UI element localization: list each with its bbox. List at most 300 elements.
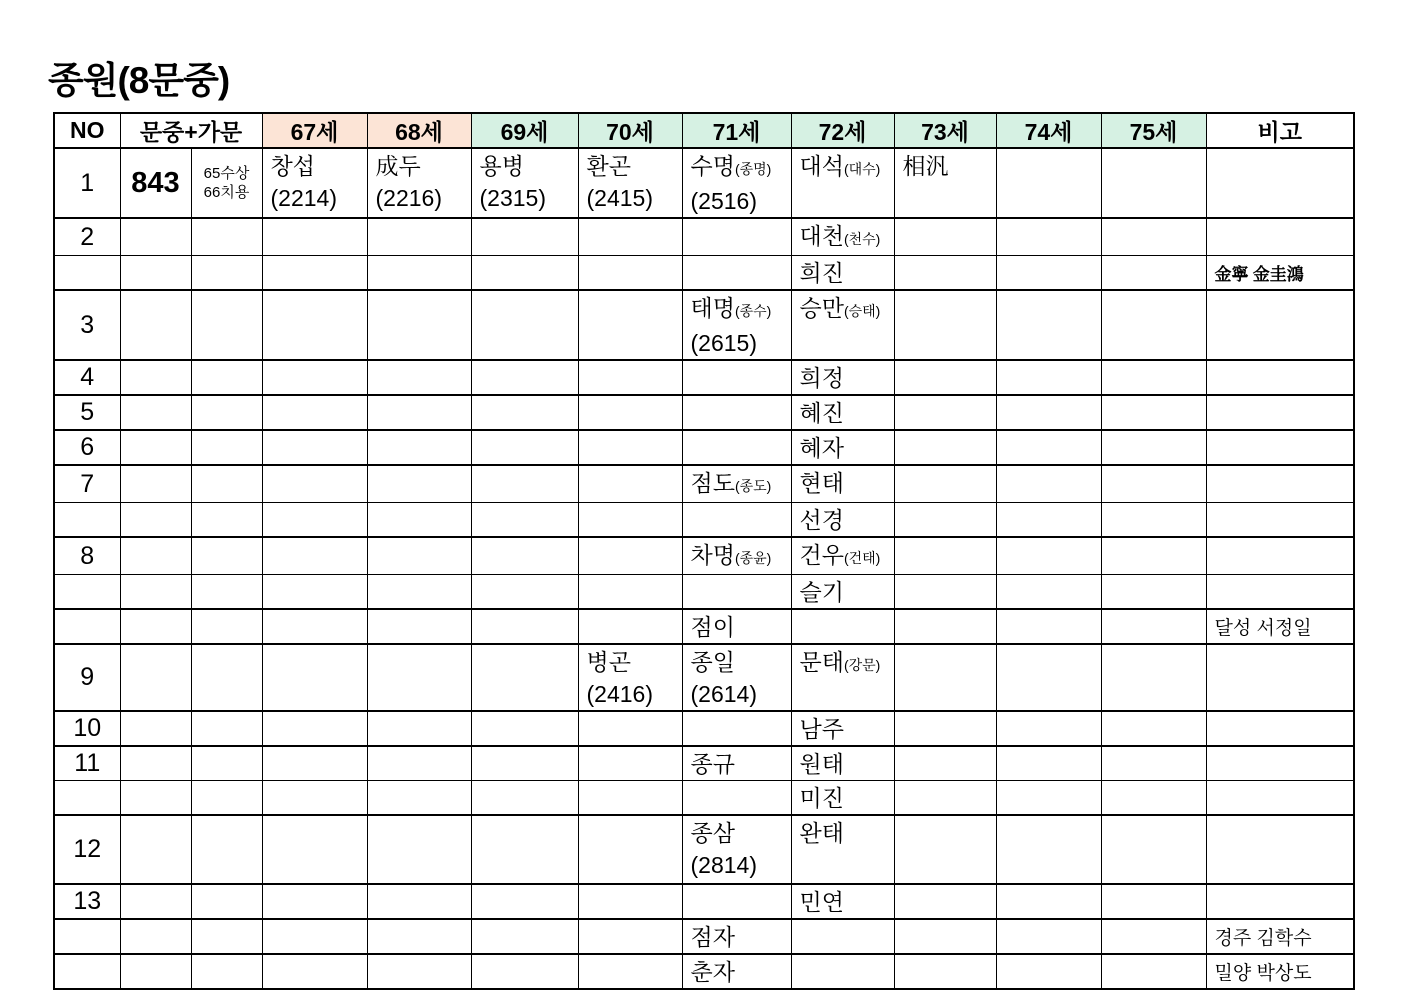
cell-g68 <box>367 465 471 503</box>
cell-g69 <box>471 465 578 503</box>
cell-g73 <box>894 815 996 884</box>
cell-g73 <box>894 395 996 430</box>
cell-clan1 <box>120 360 191 395</box>
table-row <box>54 290 1354 360</box>
table-row <box>54 746 1354 781</box>
table-row <box>54 954 1354 989</box>
cell-no: 13 <box>54 884 120 919</box>
cell-g72 <box>791 465 894 503</box>
person-name <box>271 150 365 182</box>
cell-g75 <box>1101 815 1206 884</box>
cell-g68 <box>367 815 471 884</box>
cell-note <box>1206 781 1354 816</box>
name-text: 종규 <box>690 751 735 777</box>
header-cell-비고: 비고 <box>1206 113 1354 148</box>
cell-clan2 <box>191 954 262 989</box>
cell-g70 <box>578 218 682 256</box>
person-code: (2216) <box>375 185 442 211</box>
cell-g70 <box>578 537 682 575</box>
cell-g72 <box>791 290 894 360</box>
cell-clan2 <box>191 644 262 711</box>
name-text: 선경 <box>799 507 844 533</box>
cell-clan2 <box>191 919 262 954</box>
cell-g70 <box>578 290 682 360</box>
cell-g72 <box>791 954 894 989</box>
person-name <box>691 748 789 780</box>
person-name <box>691 611 789 643</box>
cell-clan1 <box>120 537 191 575</box>
cell-clan1 <box>120 711 191 746</box>
name-text: 수명 <box>690 153 735 179</box>
cell-g69 <box>471 711 578 746</box>
cell-g67 <box>262 919 367 954</box>
cell-g68 <box>367 884 471 919</box>
cell-g69 <box>471 218 578 256</box>
cell-clan2 <box>191 465 262 503</box>
cell-no: 6 <box>54 430 120 465</box>
cell-g69 <box>471 537 578 575</box>
cell-g74 <box>996 290 1101 360</box>
table-row <box>54 711 1354 746</box>
cell-g70 <box>578 644 682 711</box>
cell-g68 <box>367 503 471 538</box>
table-row <box>54 781 1354 816</box>
person-name <box>587 646 680 678</box>
name-text: 점도 <box>690 470 735 496</box>
cell-g71 <box>682 815 791 884</box>
cell-g67 <box>262 884 367 919</box>
name-text: 건우 <box>799 542 844 568</box>
name-text: 희정 <box>799 365 844 391</box>
cell-g69 <box>471 575 578 610</box>
table-body <box>54 148 1354 989</box>
cell-no <box>54 575 120 610</box>
cell-g71 <box>682 256 791 291</box>
header-cell-73세: 73세 <box>894 113 996 148</box>
person-name <box>800 362 892 394</box>
person-name <box>903 150 994 182</box>
cell-g74 <box>996 148 1101 218</box>
cell-g68 <box>367 360 471 395</box>
table-row <box>54 148 1354 218</box>
table-row <box>54 360 1354 395</box>
person-name <box>800 257 892 289</box>
cell-g73 <box>894 884 996 919</box>
cell-g74 <box>996 256 1101 291</box>
cell-no: 9 <box>54 644 120 711</box>
cell-g71 <box>682 644 791 711</box>
cell-g72 <box>791 644 894 711</box>
cell-g75 <box>1101 537 1206 575</box>
cell-g71 <box>682 919 791 954</box>
cell-g69 <box>471 884 578 919</box>
cell-g67 <box>262 148 367 218</box>
cell-g71 <box>682 430 791 465</box>
cell-g74 <box>996 575 1101 610</box>
person-code: (2814) <box>690 852 757 878</box>
cell-clan2 <box>191 430 262 465</box>
name-text: 창섭 <box>270 153 315 179</box>
header-cell-NO: NO <box>54 113 120 148</box>
cell-clan2 <box>191 256 262 291</box>
cell-g71 <box>682 746 791 781</box>
cell-g71 <box>682 711 791 746</box>
person-name <box>800 539 892 574</box>
name-text: 대석 <box>799 153 844 179</box>
cell-g75 <box>1101 919 1206 954</box>
name-annotation: (강문) <box>843 657 881 673</box>
cell-g75 <box>1101 360 1206 395</box>
cell-stacked-text: 65수상 66치용 <box>203 165 250 201</box>
person-name <box>691 817 789 849</box>
cell-g68 <box>367 256 471 291</box>
cell-g72 <box>791 256 894 291</box>
person-code: (2415) <box>586 185 653 211</box>
cell-clan1 <box>120 919 191 954</box>
cell-note <box>1206 537 1354 575</box>
cell-g71 <box>682 609 791 644</box>
cell-g71 <box>682 218 791 256</box>
cell-g68 <box>367 290 471 360</box>
cell-g67 <box>262 360 367 395</box>
cell-g69 <box>471 503 578 538</box>
cell-clan2 <box>191 360 262 395</box>
cell-g75 <box>1101 711 1206 746</box>
cell-g75 <box>1101 148 1206 218</box>
cell-g74 <box>996 919 1101 954</box>
cell-g72 <box>791 503 894 538</box>
name-annotation: (종명) <box>734 161 772 177</box>
cell-g74 <box>996 954 1101 989</box>
cell-g68 <box>367 644 471 711</box>
cell-g75 <box>1101 884 1206 919</box>
note-text: 金寧 金圭鴻 <box>1214 264 1304 284</box>
name-text: 용병 <box>479 153 524 179</box>
cell-g75 <box>1101 430 1206 465</box>
cell-no: 4 <box>54 360 120 395</box>
cell-g74 <box>996 644 1101 711</box>
cell-g72 <box>791 430 894 465</box>
cell-clan1 <box>120 815 191 884</box>
table-row <box>54 575 1354 610</box>
cell-no: 2 <box>54 218 120 256</box>
person-name <box>800 782 892 814</box>
cell-clan2 <box>191 884 262 919</box>
cell-g67 <box>262 711 367 746</box>
cell-g67 <box>262 537 367 575</box>
name-text: 미진 <box>799 785 844 811</box>
cell-g75 <box>1101 746 1206 781</box>
cell-g75 <box>1101 256 1206 291</box>
cell-g67 <box>262 218 367 256</box>
cell-g69 <box>471 815 578 884</box>
cell-g74 <box>996 395 1101 430</box>
cell-clan1 <box>120 256 191 291</box>
cell-clan1 <box>120 465 191 503</box>
cell-g67 <box>262 465 367 503</box>
name-text: 현태 <box>799 470 844 496</box>
cell-g73 <box>894 537 996 575</box>
person-code: (2614) <box>690 681 757 707</box>
person-name <box>691 956 789 988</box>
header-cell-문중+가문: 문중+가문 <box>120 113 262 148</box>
cell-no <box>54 919 120 954</box>
person-name <box>691 150 789 185</box>
cell-g70 <box>578 919 682 954</box>
cell-g74 <box>996 537 1101 575</box>
cell-note <box>1206 465 1354 503</box>
cell-g75 <box>1101 290 1206 360</box>
name-text: 슬기 <box>799 579 844 605</box>
person-name <box>800 646 892 681</box>
cell-clan1 <box>120 746 191 781</box>
cell-g72 <box>791 711 894 746</box>
cell-g71 <box>682 781 791 816</box>
cell-g69 <box>471 609 578 644</box>
cell-g70 <box>578 430 682 465</box>
cell-note <box>1206 575 1354 610</box>
person-name <box>800 886 892 918</box>
name-annotation: (건태) <box>843 550 881 566</box>
cell-no: 3 <box>54 290 120 360</box>
name-text: 춘자 <box>690 959 735 985</box>
cell-g75 <box>1101 218 1206 256</box>
cell-g68 <box>367 537 471 575</box>
cell-clan2 <box>191 537 262 575</box>
cell-g73 <box>894 954 996 989</box>
header-cell-74세: 74세 <box>996 113 1101 148</box>
table-row <box>54 644 1354 711</box>
cell-note <box>1206 360 1354 395</box>
name-text: 문태 <box>799 649 844 675</box>
person-name <box>800 748 892 780</box>
cell-g75 <box>1101 465 1206 503</box>
person-name <box>480 150 576 182</box>
cell-note <box>1206 711 1354 746</box>
cell-g69 <box>471 919 578 954</box>
cell-g72 <box>791 575 894 610</box>
cell-g68 <box>367 781 471 816</box>
cell-g71 <box>682 465 791 503</box>
person-name <box>800 220 892 255</box>
cell-g67 <box>262 395 367 430</box>
cell-g74 <box>996 781 1101 816</box>
cell-g70 <box>578 609 682 644</box>
header-cell-69세: 69세 <box>471 113 578 148</box>
header-row <box>54 113 1354 148</box>
cell-g72 <box>791 148 894 218</box>
cell-g67 <box>262 430 367 465</box>
cell-no: 8 <box>54 537 120 575</box>
cell-g69 <box>471 781 578 816</box>
cell-g70 <box>578 954 682 989</box>
cell-g73 <box>894 465 996 503</box>
cell-g69 <box>471 395 578 430</box>
cell-no <box>54 781 120 816</box>
cell-clan2 <box>191 815 262 884</box>
table-row <box>54 919 1354 954</box>
cell-g72 <box>791 537 894 575</box>
cell-g70 <box>578 884 682 919</box>
cell-clan2 <box>191 218 262 256</box>
cell-g72 <box>791 919 894 954</box>
cell-g68 <box>367 711 471 746</box>
cell-g74 <box>996 815 1101 884</box>
cell-g70 <box>578 148 682 218</box>
cell-g68 <box>367 395 471 430</box>
cell-g70 <box>578 395 682 430</box>
cell-g68 <box>367 575 471 610</box>
name-text: 병곤 <box>586 649 631 675</box>
cell-g74 <box>996 360 1101 395</box>
person-name <box>800 713 892 745</box>
genealogy-table <box>53 112 1355 990</box>
cell-clan2 <box>191 148 262 218</box>
cell-g75 <box>1101 954 1206 989</box>
header-cell-70세: 70세 <box>578 113 682 148</box>
cell-g75 <box>1101 503 1206 538</box>
name-text: 혜진 <box>799 400 844 426</box>
table-row <box>54 537 1354 575</box>
cell-g69 <box>471 256 578 291</box>
cell-g75 <box>1101 609 1206 644</box>
cell-no <box>54 609 120 644</box>
name-annotation: (승태) <box>843 303 881 319</box>
table-row <box>54 430 1354 465</box>
person-name <box>800 150 892 185</box>
cell-clan1 <box>120 781 191 816</box>
cell-no: 11 <box>54 746 120 781</box>
cell-g73 <box>894 919 996 954</box>
cell-g72 <box>791 746 894 781</box>
name-text: 혜자 <box>799 435 844 461</box>
table-row <box>54 609 1354 644</box>
person-name <box>691 921 789 953</box>
person-code: (2416) <box>586 681 653 707</box>
cell-clan1 <box>120 218 191 256</box>
cell-clan2 <box>191 290 262 360</box>
cell-g69 <box>471 290 578 360</box>
cell-g71 <box>682 395 791 430</box>
cell-clan1 <box>120 148 191 218</box>
name-text: 원태 <box>799 751 844 777</box>
cell-no <box>54 503 120 538</box>
cell-g73 <box>894 575 996 610</box>
cell-no <box>54 256 120 291</box>
cell-g73 <box>894 711 996 746</box>
cell-g74 <box>996 884 1101 919</box>
cell-g73 <box>894 148 996 218</box>
cell-g71 <box>682 148 791 218</box>
cell-note <box>1206 395 1354 430</box>
cell-no: 10 <box>54 711 120 746</box>
table-row <box>54 884 1354 919</box>
cell-g73 <box>894 644 996 711</box>
person-name <box>800 292 892 327</box>
cell-g68 <box>367 218 471 256</box>
page-title: 종원(8문중) <box>48 60 230 101</box>
name-annotation: (종윤) <box>734 550 772 566</box>
cell-g71 <box>682 537 791 575</box>
cell-g73 <box>894 503 996 538</box>
person-code: (2615) <box>690 330 757 356</box>
cell-g70 <box>578 781 682 816</box>
cell-g68 <box>367 430 471 465</box>
person-name <box>691 646 789 678</box>
cell-g72 <box>791 815 894 884</box>
cell-clan2 <box>191 395 262 430</box>
name-text: 희진 <box>799 260 844 286</box>
name-text: 相汎 <box>902 153 949 179</box>
table-row <box>54 218 1354 256</box>
cell-g71 <box>682 954 791 989</box>
cell-g70 <box>578 575 682 610</box>
cell-no <box>54 954 120 989</box>
cell-g73 <box>894 430 996 465</box>
cell-g68 <box>367 919 471 954</box>
header-cell-67세: 67세 <box>262 113 367 148</box>
cell-note <box>1206 884 1354 919</box>
cell-g69 <box>471 746 578 781</box>
cell-g74 <box>996 503 1101 538</box>
cell-g73 <box>894 781 996 816</box>
cell-clan2 <box>191 746 262 781</box>
cell-clan2 <box>191 781 262 816</box>
cell-g74 <box>996 746 1101 781</box>
cell-g72 <box>791 609 894 644</box>
cell-note <box>1206 919 1354 954</box>
table-row <box>54 815 1354 884</box>
cell-clan2 <box>191 711 262 746</box>
cell-g70 <box>578 503 682 538</box>
cell-note <box>1206 746 1354 781</box>
cell-no: 12 <box>54 815 120 884</box>
cell-clan1 <box>120 609 191 644</box>
person-name <box>376 150 469 182</box>
cell-clan1 <box>120 954 191 989</box>
cell-clan1 <box>120 290 191 360</box>
cell-clan2 <box>191 503 262 538</box>
cell-clan1 <box>120 395 191 430</box>
name-text: 태명 <box>690 295 735 321</box>
cell-g73 <box>894 746 996 781</box>
cell-g70 <box>578 746 682 781</box>
note-text: 달성 서정일 <box>1214 618 1312 639</box>
header-cell-75세: 75세 <box>1101 113 1206 148</box>
cell-note <box>1206 954 1354 989</box>
cell-g74 <box>996 711 1101 746</box>
person-name <box>691 292 789 327</box>
cell-g68 <box>367 609 471 644</box>
cell-g72 <box>791 218 894 256</box>
name-text: 점자 <box>690 924 735 950</box>
cell-note <box>1206 290 1354 360</box>
table-row <box>54 465 1354 503</box>
cell-g73 <box>894 609 996 644</box>
cell-g74 <box>996 465 1101 503</box>
cell-g67 <box>262 746 367 781</box>
cell-g70 <box>578 711 682 746</box>
cell-g70 <box>578 360 682 395</box>
person-code: (2315) <box>479 185 546 211</box>
cell-note <box>1206 815 1354 884</box>
cell-g67 <box>262 815 367 884</box>
name-text: 승만 <box>799 295 844 321</box>
table-header <box>54 113 1354 148</box>
cell-note <box>1206 609 1354 644</box>
cell-note <box>1206 148 1354 218</box>
cell-clan1 <box>120 575 191 610</box>
